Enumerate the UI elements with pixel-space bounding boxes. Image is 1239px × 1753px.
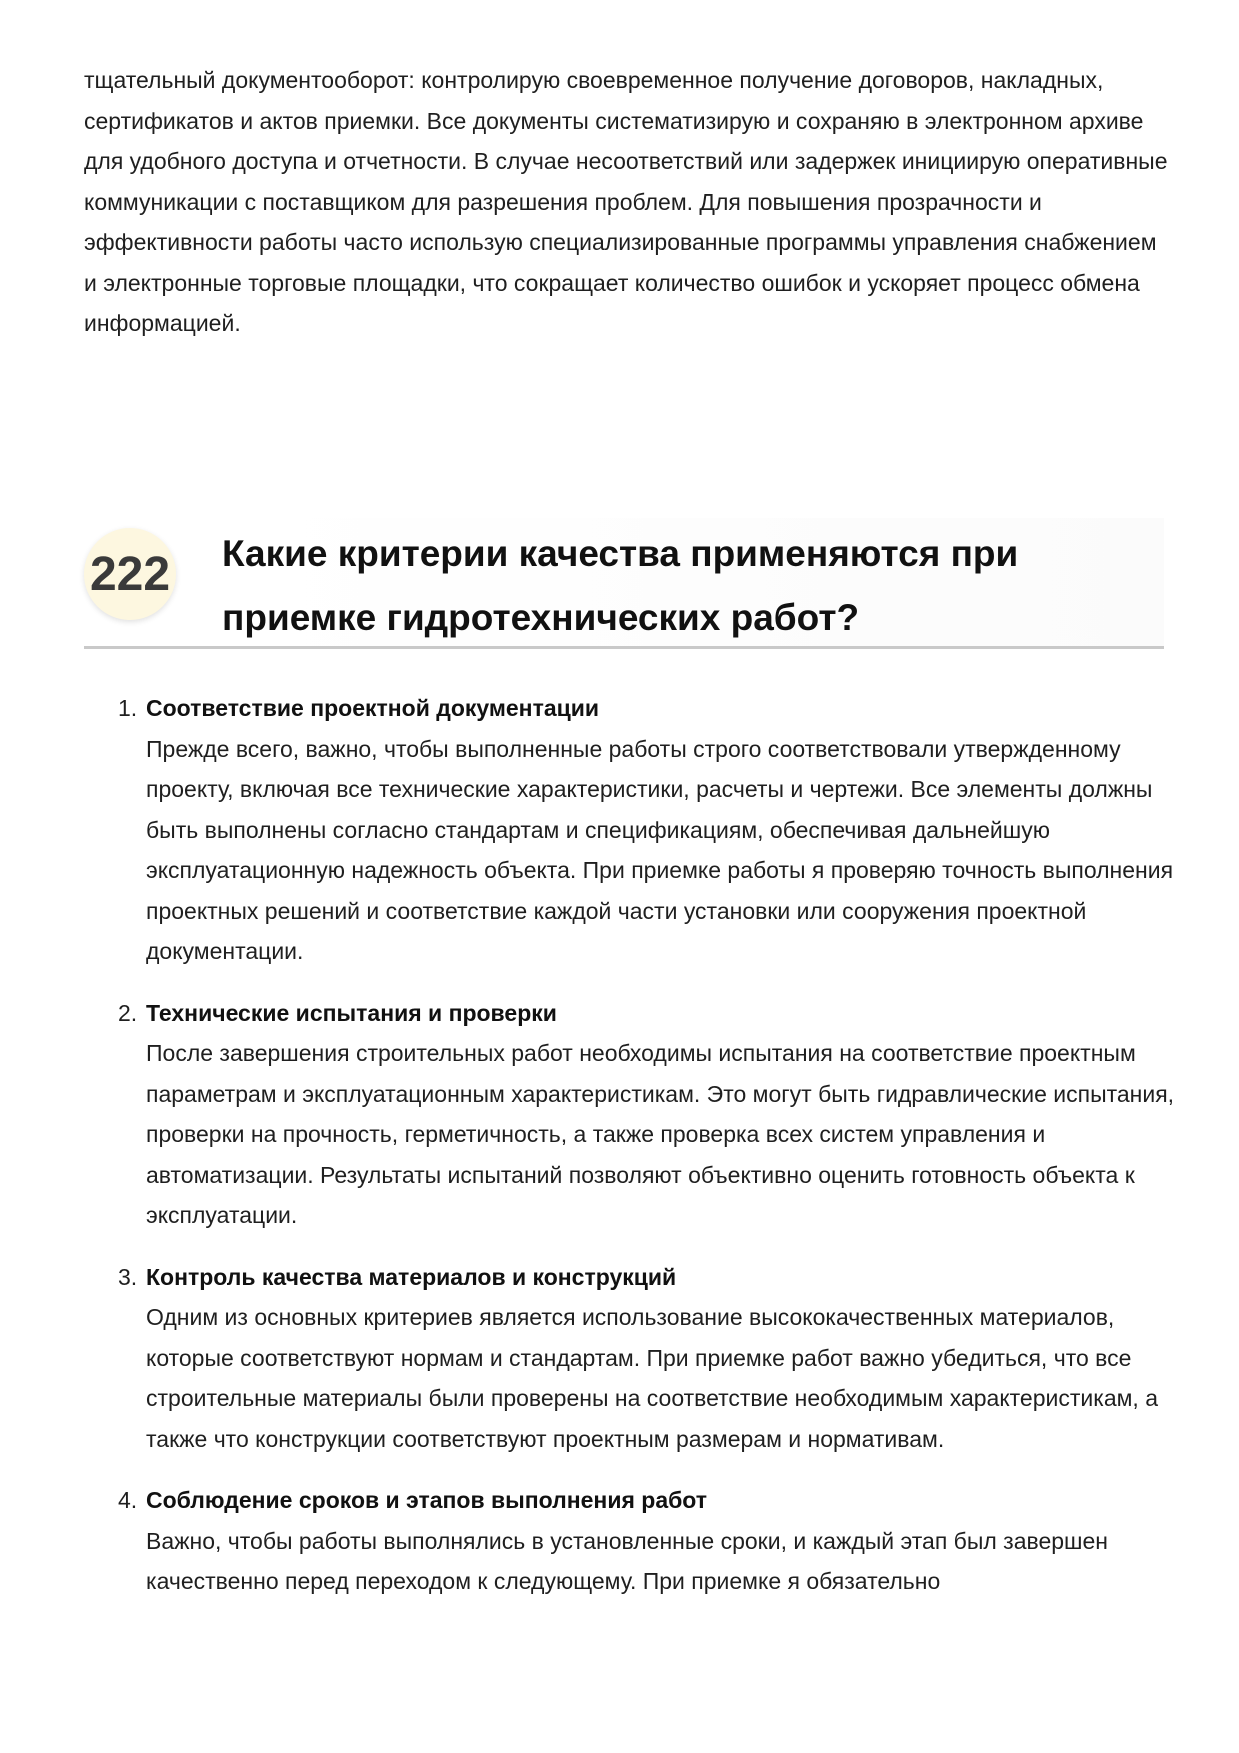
criterion-title: Контроль качества материалов и конструкций <box>146 1263 677 1290</box>
criterion-title: Соблюдение сроков и этапов выполнения работ <box>146 1487 708 1513</box>
criterion-number: 2. <box>118 999 138 1026</box>
criterion-body: Прежде всего, важно, чтобы выполненные работы строго соответствовали утвержденному проекту, включая все технические характеристики, расчеты и чертежи. Все элементы должны быть выполнены согласно стандартам и спецификациям, обеспечивая дальнейшую эксплуатационную надежность объекта. При приемке работы я проверяю точность выполнения проектных решений и соответствие каждой части установки или сооружения проектной документации. <box>146 735 1174 964</box>
criterion-number: 3. <box>118 1263 138 1290</box>
criterion-item <box>118 688 1178 972</box>
criterion-item <box>118 1257 1178 1460</box>
question-number-badge: 222 <box>84 528 176 620</box>
criterion-item <box>118 993 1178 1236</box>
criterion-title: Технические испытания и проверки <box>146 999 557 1026</box>
question-title: Какие критерии качества применяются при приемке гидротехнических работ? <box>222 533 1019 638</box>
criterion-number: 1. <box>118 695 138 721</box>
criterion-body: После завершения строительных работ необходимы испытания на соответствие проектным параметрам и эксплуатационным характеристикам. Это могут быть гидравлические испытания, проверки на прочность, герметичность, а также проверка всех систем управления и автоматизации. Результаты испытаний позволяют объективно оценить готовность объекта к эксплуатации. <box>146 1040 1175 1228</box>
criterion-body: Важно, чтобы работы выполнялись в установленные сроки, и каждый этап был завершен качественно перед переходом к следующему. При приемке я обязательно <box>146 1527 1109 1594</box>
criterion-number: 4. <box>118 1487 138 1513</box>
criteria-list <box>118 688 1178 1623</box>
criterion-body: Одним из основных критериев является использование высококачественных материалов, которые соответствуют нормам и стандартам. При приемке работ важно убедиться, что все строительные материалы были проверены на соответствие необходимым характеристикам, а также что конструкции соответствуют проектным размерам и нормативам. <box>146 1304 1158 1452</box>
question-header <box>84 518 1164 649</box>
criterion-title: Соответствие проектной документации <box>146 695 600 721</box>
criterion-item <box>118 1480 1178 1602</box>
intro-paragraph: тщательный документооборот: контролирую своевременное получение договоров, накладных, сертификатов и актов приемки. Все документы систематизирую и сохраняю в электронном архиве для удобного доступа и отчетности. В случае несоответствий или задержек инициирую оперативные коммуникации с поставщиком для разрешения проблем. Для повышения прозрачности и эффективности работы часто использую специализированные программы управления снабжением и электронные торговые площадки, что сокращает количество ошибок и ускоряет процесс обмена информацией. <box>84 67 1168 336</box>
